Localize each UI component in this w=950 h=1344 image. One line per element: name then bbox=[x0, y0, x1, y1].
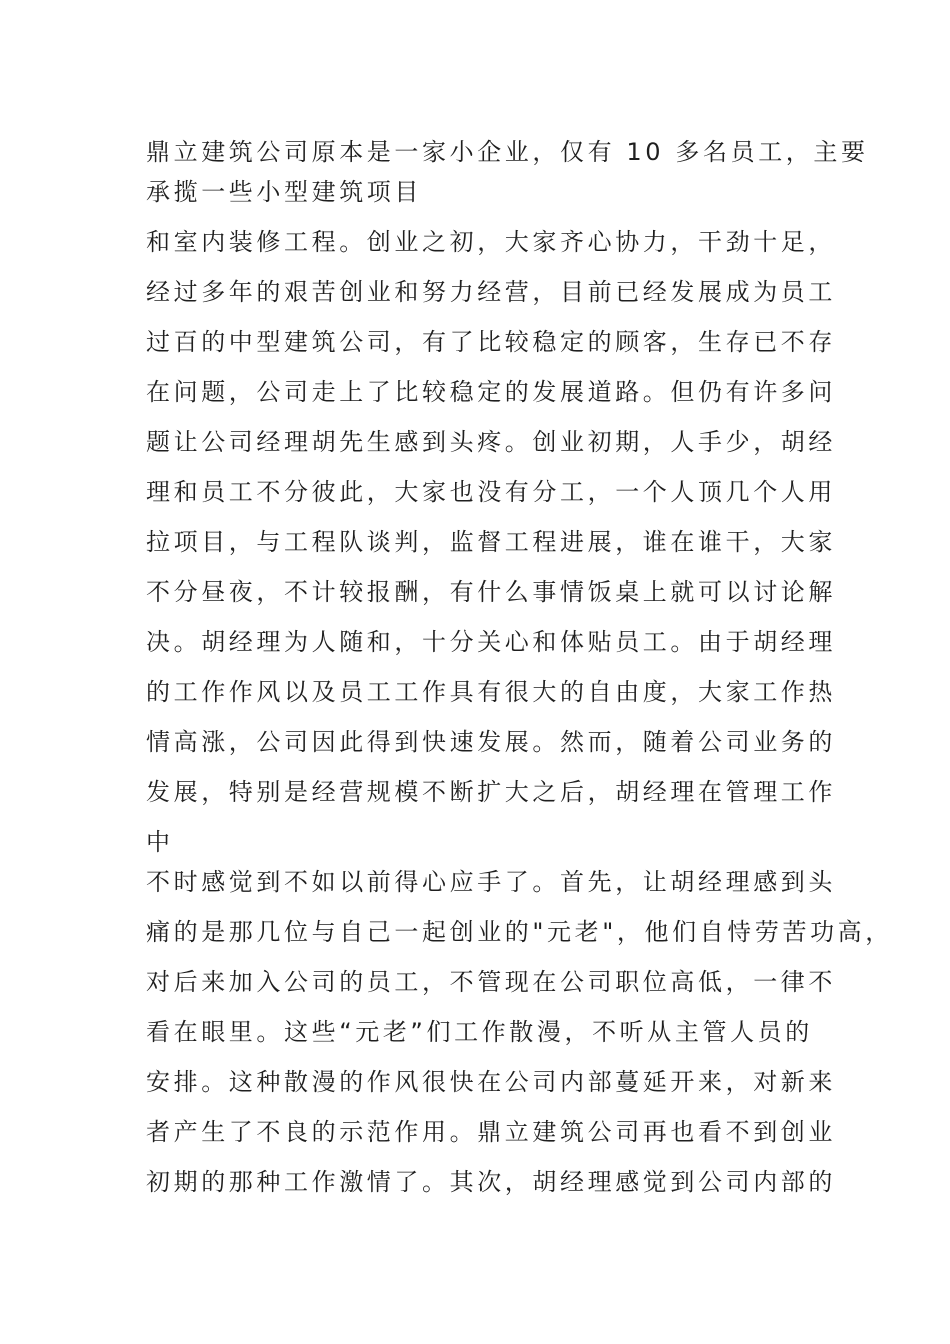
text-line: 安排。这种散漫的作风很快在公司内部蔓延开来，对新来 bbox=[146, 1068, 836, 1096]
text-line: 经过多年的艰苦创业和努力经营，目前已经发展成为员工 bbox=[146, 278, 836, 306]
text-line: 决。胡经理为人随和，十分关心和体贴员工。由于胡经理 bbox=[146, 628, 836, 656]
text-line: 痛的是那几位与自己一起创业的"元老"，他们自恃劳苦功高， bbox=[146, 918, 893, 946]
text-line: 承揽一些小型建筑项目 bbox=[146, 178, 422, 206]
text-line: 过百的中型建筑公司，有了比较稳定的顾客，生存已不存 bbox=[146, 328, 836, 356]
document-body bbox=[146, 132, 893, 1212]
text-line: 在问题，公司走上了比较稳定的发展道路。但仍有许多问 bbox=[146, 378, 836, 406]
text-line: 发展，特别是经营规模不断扩大之后，胡经理在管理工作 bbox=[146, 778, 836, 806]
text-line: 者产生了不良的示范作用。鼎立建筑公司再也看不到创业 bbox=[146, 1118, 836, 1146]
text-line: 拉项目，与工程队谈判，监督工程进展，谁在谁干，大家 bbox=[146, 528, 836, 556]
text-line: 不时感觉到不如以前得心应手了。首先，让胡经理感到头 bbox=[146, 868, 836, 896]
text-line: 对后来加入公司的员工，不管现在公司职位高低，一律不 bbox=[146, 968, 836, 996]
text-line: 看在眼里。这些“元老”们工作散漫，不听从主管人员的 bbox=[146, 1018, 813, 1046]
text-line: 和室内装修工程。创业之初，大家齐心协力，干劲十足， bbox=[146, 228, 836, 256]
text-line: 理和员工不分彼此，大家也没有分工，一个人顶几个人用 bbox=[146, 478, 836, 506]
text-line: 鼎立建筑公司原本是一家小企业，仅有 10 多名员工，主要 bbox=[146, 138, 869, 166]
text-line: 中 bbox=[146, 828, 174, 856]
text-line: 不分昼夜，不计较报酬，有什么事情饭桌上就可以讨论解 bbox=[146, 578, 836, 606]
text-line: 的工作作风以及员工工作具有很大的自由度，大家工作热 bbox=[146, 678, 836, 706]
text-line: 初期的那种工作激情了。其次，胡经理感觉到公司内部的 bbox=[146, 1168, 836, 1196]
text-line: 题让公司经理胡先生感到头疼。创业初期，人手少，胡经 bbox=[146, 428, 836, 456]
text-line: 情高涨，公司因此得到快速发展。然而，随着公司业务的 bbox=[146, 728, 836, 756]
